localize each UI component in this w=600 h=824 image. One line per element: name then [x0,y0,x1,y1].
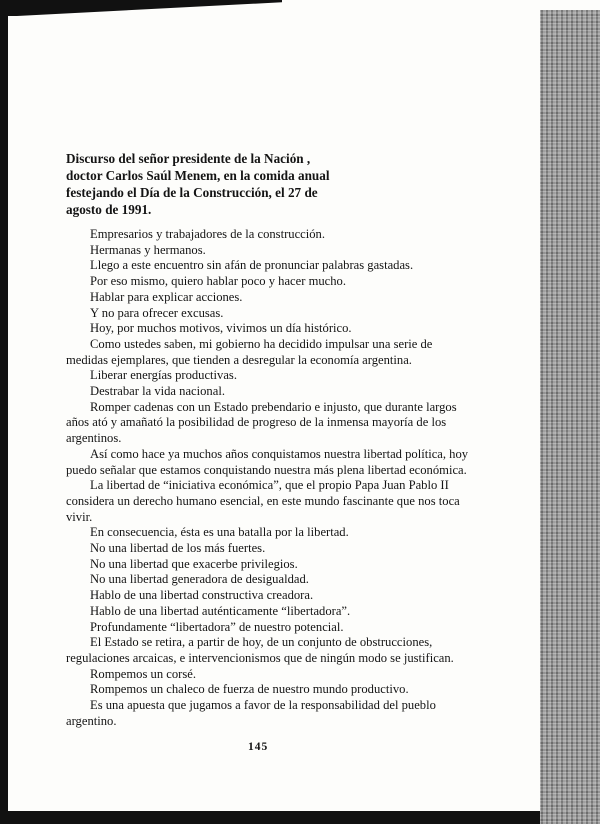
scan-noise-right [540,10,600,824]
body-line: Hermanas y hermanos. [90,242,206,257]
heading-line: agosto de 1991. [66,202,152,217]
body-line: considera un derecho humano esencial, en este mundo fascinante que nos toca [66,493,460,508]
body-line: Rompemos un chaleco de fuerza de nuestro mundo productivo. [90,682,409,697]
body-line: Como ustedes saben, mi gobierno ha decidido impulsar una serie de [90,336,433,351]
body-line: El Estado se retira, a partir de hoy, de un conjunto de obstrucciones, [90,635,433,650]
body-line: Por eso mismo, quiero hablar poco y hacer mucho. [90,274,347,289]
body-line: Liberar energías productivas. [90,368,237,383]
body-line: Hoy, por muchos motivos, vivimos un día histórico. [90,321,352,336]
heading-line: Discurso del señor presidente de la Nación , [66,151,311,166]
scan-shadow-bottom [0,811,548,824]
scan-shadow-left [0,6,8,811]
body-line: argentino. [66,713,117,728]
body-line: Profundamente “libertadora” de nuestro potencial. [90,619,344,634]
body-line: Hablo de una libertad auténticamente “libertadora”. [90,603,351,618]
body-line: Así como hace ya muchos años conquistamos nuestra libertad política, hoy [90,446,469,461]
body-line: No una libertad que exacerbe privilegios. [90,556,298,571]
body-line: Hablar para explicar acciones. [90,289,243,304]
body-line: argentinos. [66,431,122,446]
body-line: regulaciones arcaicas, e intervencionismos que de ningún modo se justifican. [66,650,454,665]
body-line: Romper cadenas con un Estado prebendario e injusto, que durante largos [90,399,457,414]
heading-line: doctor Carlos Saúl Menem, en la comida anual [66,168,330,183]
body-line: En consecuencia, ésta es una batalla por la libertad. [90,525,349,540]
body-line: Destrabar la vida nacional. [90,384,225,399]
body-line: Y no para ofrecer excusas. [90,305,224,320]
body-line: Rompemos un corsé. [90,666,196,681]
body-line: No una libertad generadora de desigualdad. [90,572,309,587]
body-line: puedo señalar que estamos conquistando nuestra más plena libertad económica. [66,462,467,477]
speech-heading [66,150,366,218]
body-line: La libertad de “iniciativa económica”, que el propio Papa Juan Pablo II [90,478,449,493]
body-line: Hablo de una libertad constructiva creadora. [90,588,314,603]
body-line: Empresarios y trabajadores de la construcción. [90,227,325,241]
speech-body [66,227,469,730]
body-line: Llego a este encuentro sin afán de pronunciar palabras gastadas. [90,258,414,273]
body-line: Es una apuesta que jugamos a favor de la responsabilidad del pueblo [90,698,436,713]
body-line: vivir. [66,509,93,524]
heading-line: festejando el Día de la Construcción, el 27 de [66,185,318,200]
page-number: 145 [248,741,269,753]
scan-shadow-top [0,0,282,16]
body-line: No una libertad de los más fuertes. [90,541,266,556]
body-line: años ató y amañató la posibilidad de progreso de la inmensa mayoría de los [66,415,447,430]
body-line: medidas ejemplares, que tienden a desregular la economía argentina. [66,352,412,367]
